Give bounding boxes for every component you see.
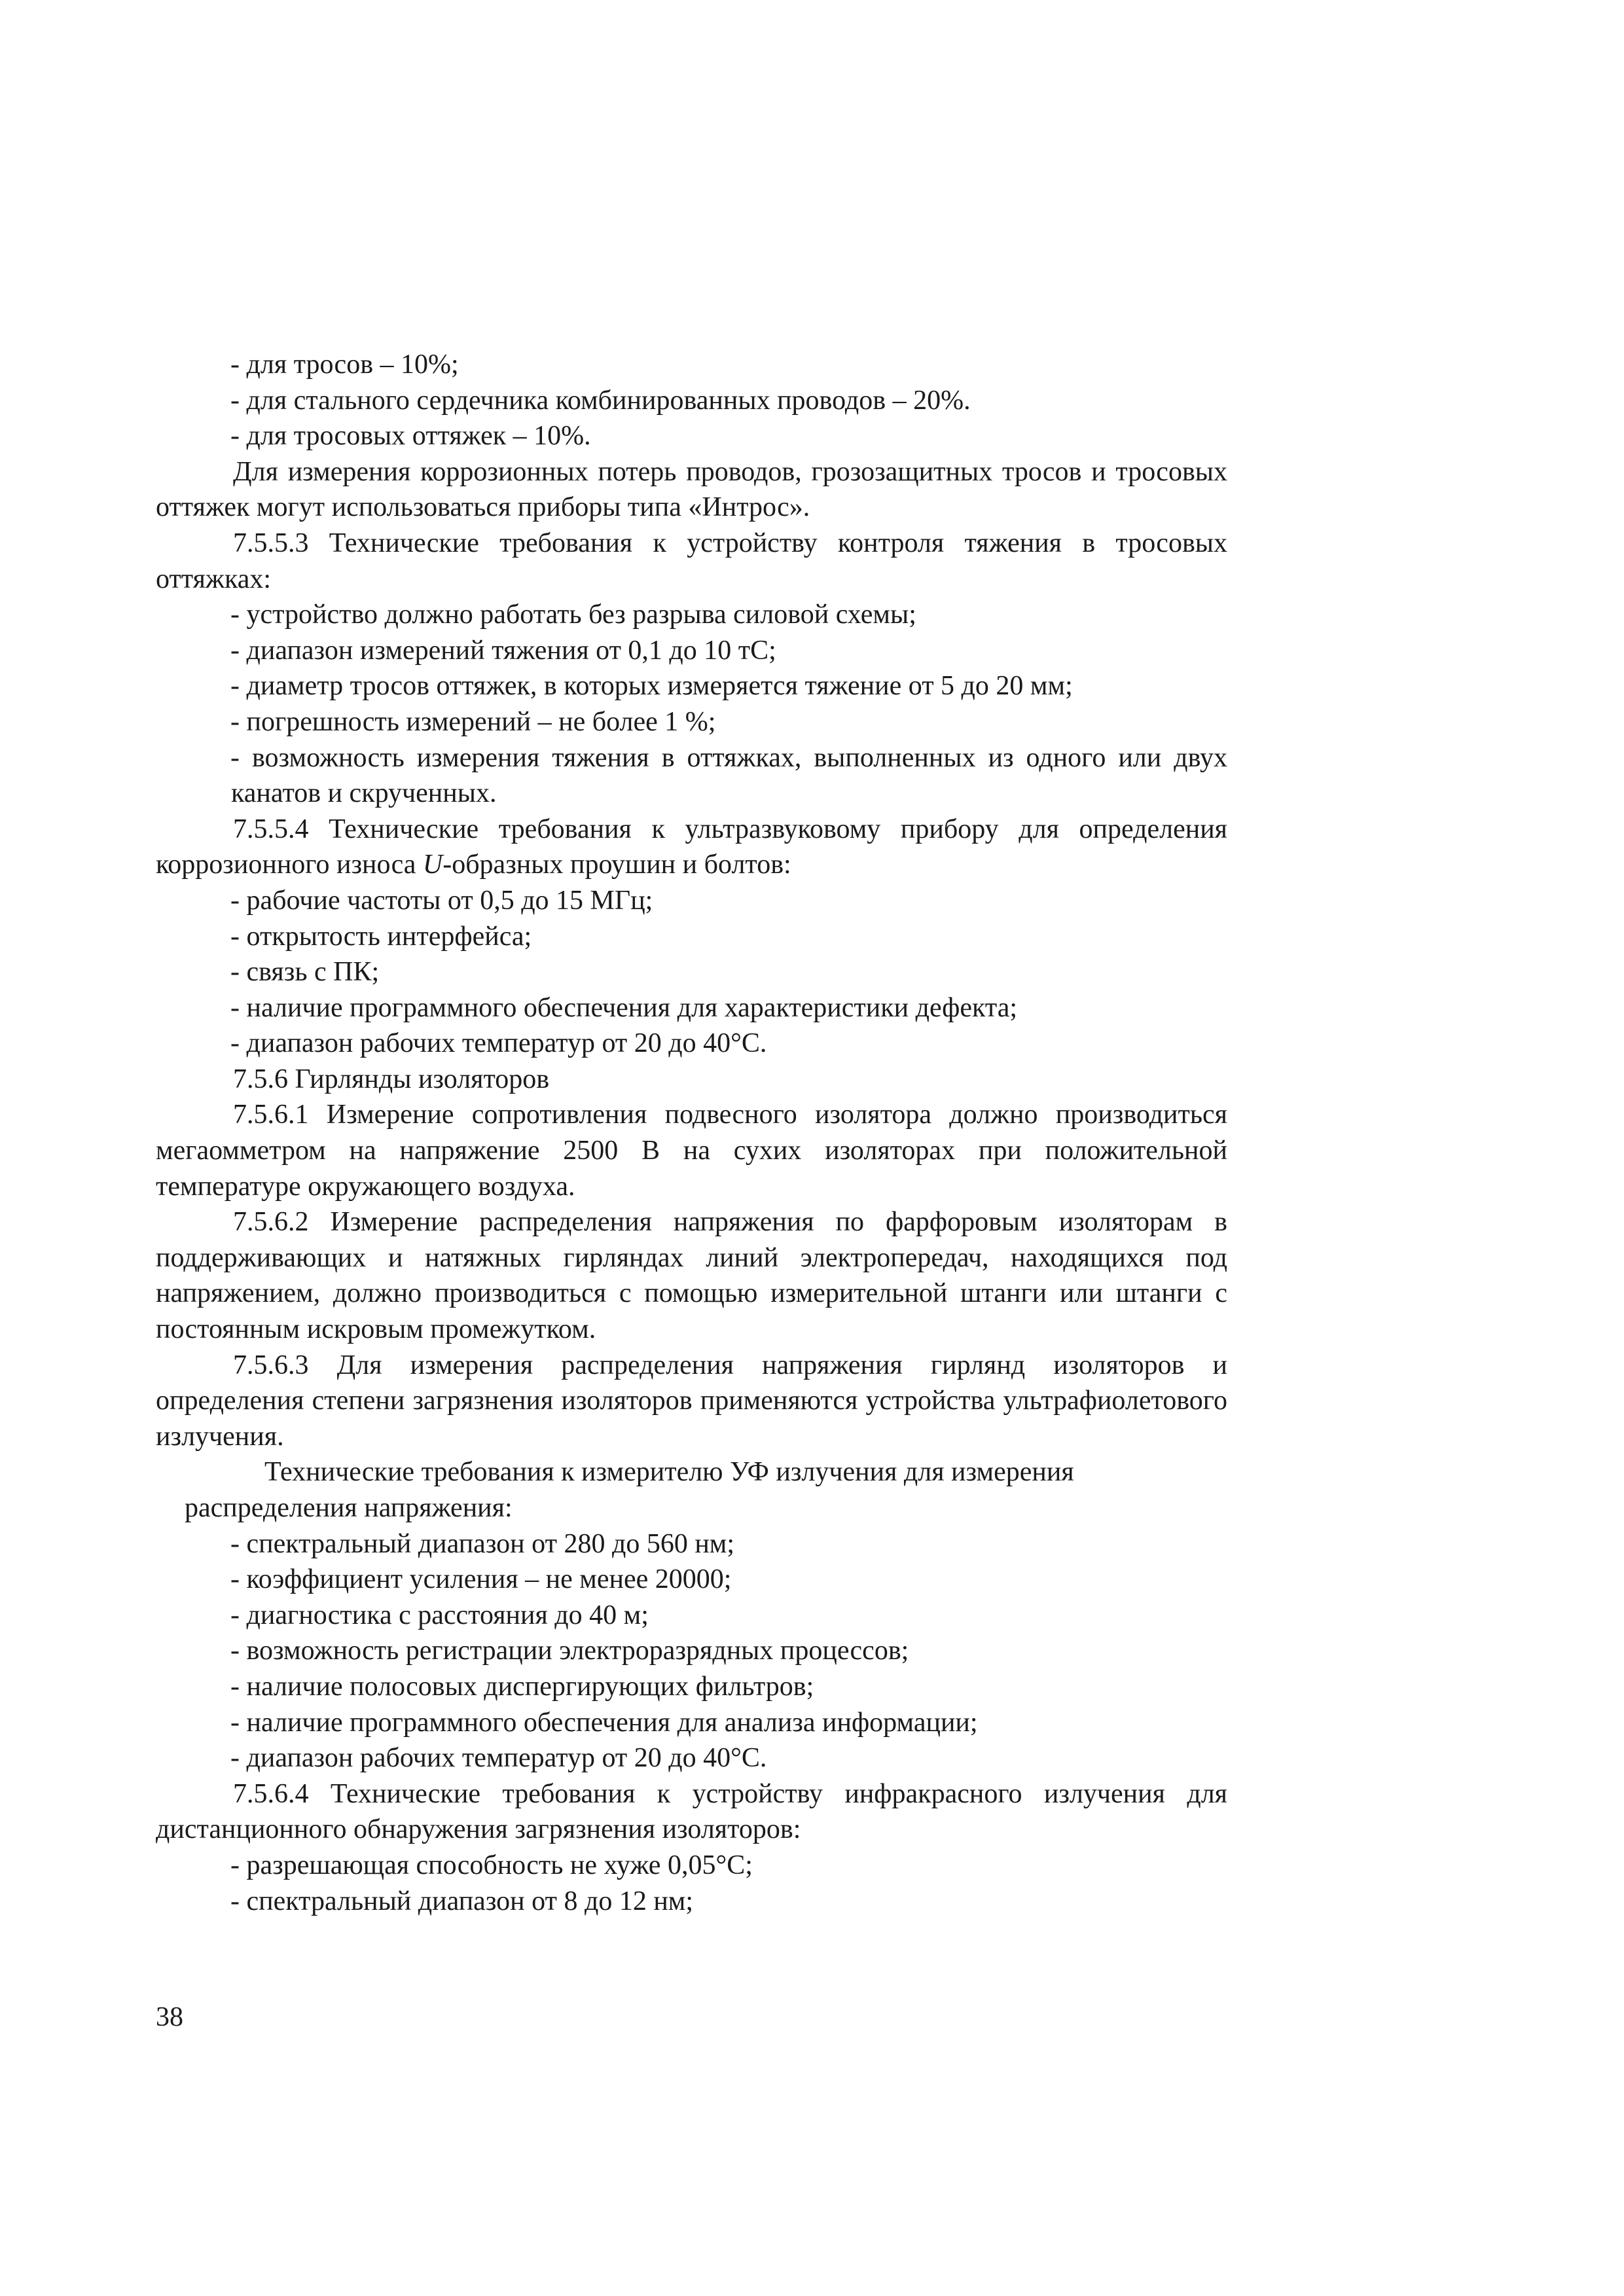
list-item: - разрешающая способность не хуже 0,05°С; <box>156 1848 1227 1884</box>
list-item: - коэффициент усиления – не менее 20000; <box>156 1562 1227 1598</box>
uv-requirements-intro: Технические требования к измерителю УФ излучения для измерения <box>264 1457 1074 1488</box>
paragraph-7-5-6-1: 7.5.6.1 Измерение сопротивления подвесного изолятора должно производиться мегаомметром на напряжение 2500 В на сухих изоляторах при положительной температуре окружающего воздуха. <box>156 1100 1227 1202</box>
section-heading-7-5-5-4 <box>156 812 1227 883</box>
list-item: - спектральный диапазон от 280 до 560 нм; <box>156 1526 1227 1562</box>
list-item: - возможность измерения тяжения в оттяжках, выполненных из одного или двух канатов и скрученных. <box>156 740 1227 812</box>
list-item: - наличие программного обеспечения для анализа информации; <box>156 1705 1227 1741</box>
page-number: 38 <box>156 2002 183 2032</box>
section-heading-7-5-5-3: 7.5.5.3 Технические требования к устройству контроля тяжения в тросовых оттяжках: <box>156 528 1227 594</box>
list-item: - наличие полосовых диспергирующих фильтров; <box>156 1669 1227 1705</box>
list-item: - открытость интерфейса; <box>156 919 1227 955</box>
paragraph-7-5-6-2: 7.5.6.2 Измерение распределения напряжения по фарфоровым изоляторам в поддерживающих и натяжных гирляндах линий электропередач, находящихся под напряжением, должно производиться с помощью измерительной штанги или штанги с постоянным искровым промежутком. <box>156 1207 1227 1345</box>
list-item: - диапазон рабочих температур от 20 до 40°С. <box>156 1740 1227 1776</box>
list-item: - для тросовых оттяжек – 10%. <box>156 418 1227 454</box>
list-item: - диагностика с расстояния до 40 м; <box>156 1598 1227 1634</box>
list-item: - рабочие частоты от 0,5 до 15 МГц; <box>156 883 1227 919</box>
list-item: - связь с ПК; <box>156 954 1227 990</box>
uv-requirements-intro-cont: распределения напряжения: <box>185 1493 513 1523</box>
italic-letter: U <box>422 850 443 880</box>
heading-text: 7.5.5.4 Технические требования к ультразвуковому прибору для определения коррозионного износа <box>156 814 1227 880</box>
paragraph-7-5-6-3: 7.5.6.3 Для измерения распределения напряжения гирлянд изоляторов и определения степени загрязнения изоляторов применяются устройства ультрафиолетового излучения. <box>156 1350 1227 1452</box>
section-heading-7-5-6: 7.5.6 Гирлянды изоляторов <box>233 1064 550 1094</box>
list-item: - диаметр тросов оттяжек, в которых измеряется тяжение от 5 до 20 мм; <box>156 668 1227 704</box>
list-item: - диапазон рабочих температур от 20 до 40°С. <box>156 1026 1227 1062</box>
list-item: - возможность регистрации электроразрядных процессов; <box>156 1633 1227 1669</box>
list-item: - спектральный диапазон от 8 до 12 нм; <box>156 1884 1227 1920</box>
list-item: - устройство должно работать без разрыва силовой схемы; <box>156 597 1227 633</box>
list-item: - наличие программного обеспечения для характеристики дефекта; <box>156 990 1227 1026</box>
list-item: - для стального сердечника комбинированных проводов – 20%. <box>156 383 1227 419</box>
list-item: - диапазон измерений тяжения от 0,1 до 10 тС; <box>156 633 1227 669</box>
paragraph-7-5-6-4: 7.5.6.4 Технические требования к устройству инфракрасного излучения для дистанционного обнаружения загрязнения изоляторов: <box>156 1778 1227 1845</box>
list-item: - для тросов – 10%; <box>156 347 1227 383</box>
heading-text-end: -образных проушин и болтов: <box>442 850 791 880</box>
page-body <box>156 347 1227 1919</box>
paragraph: Для измерения коррозионных потерь проводов, грозозащитных тросов и тросовых оттяжек могут использоваться приборы типа «Интрос». <box>156 456 1227 523</box>
list-item: - погрешность измерений – не более 1 %; <box>156 704 1227 740</box>
